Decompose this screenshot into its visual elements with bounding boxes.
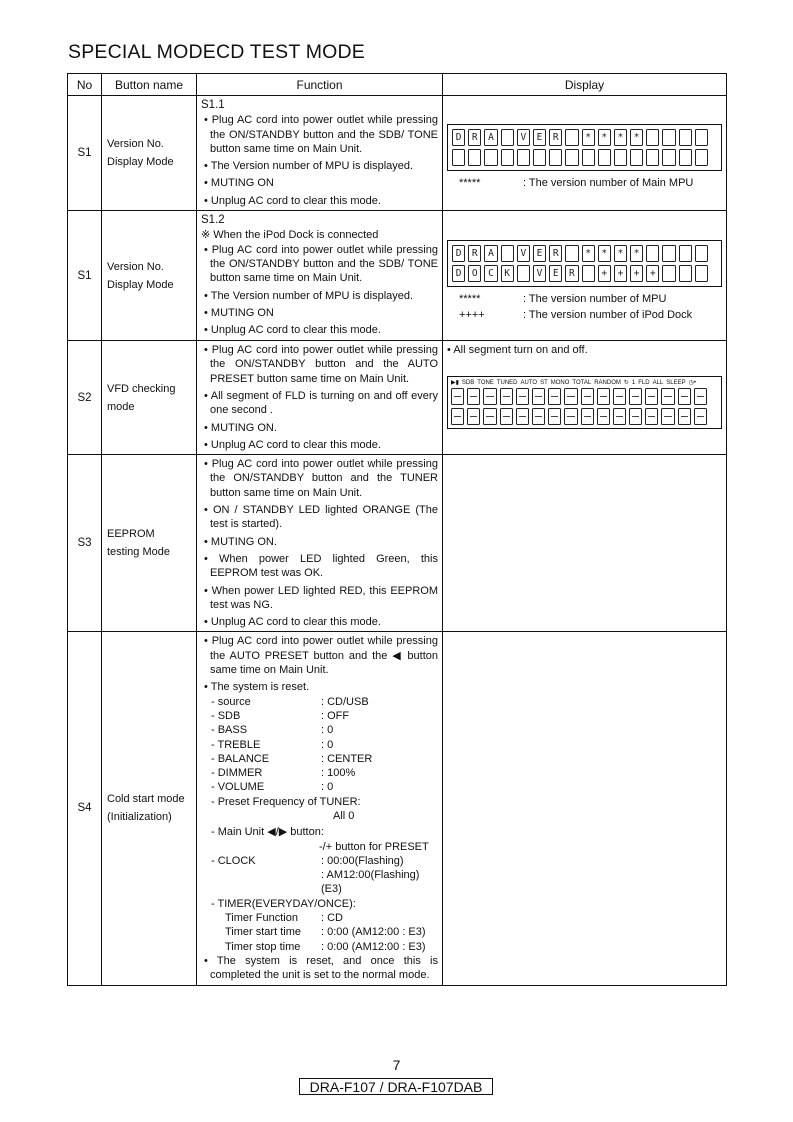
- setting-row: - TREBLE : 0: [211, 738, 334, 751]
- page-title: SPECIAL MODECD TEST MODE: [68, 41, 365, 63]
- button-name-line: Display Mode: [107, 278, 174, 291]
- clock-icon: ◷•: [688, 380, 696, 387]
- button-name-line: EEPROM: [107, 528, 155, 541]
- button-name: [102, 455, 197, 632]
- table-row: [68, 211, 727, 341]
- list-item: • Unplug AC cord to clear this mode.: [204, 616, 381, 629]
- vfd-char-cell: *: [614, 129, 627, 146]
- list-item: • Plug AC cord into power outlet while pressing the ON/STANDBY button and the SDB/ TONE button same time on Main Unit.: [204, 114, 438, 155]
- vfd-char-cell: [679, 265, 692, 282]
- button-name: [102, 96, 197, 211]
- legend: ***** : The version number of MPU: [459, 293, 667, 306]
- vfd-char-cell: [695, 245, 708, 262]
- vfd-char-cell: R: [549, 245, 562, 262]
- row-no: S1: [68, 211, 102, 341]
- model-label: DRA-F107 / DRA-F107DAB: [299, 1078, 493, 1095]
- vfd-char-cell: [501, 245, 514, 262]
- vfd-char-cell: [483, 408, 496, 425]
- vfd-char-cell: [679, 149, 692, 166]
- table-header: [68, 74, 727, 96]
- vfd-char-cell: [614, 149, 627, 166]
- vfd-char-cell: [484, 149, 497, 166]
- setting-row: - VOLUME : 0: [211, 781, 334, 794]
- vfd-char-cell: [662, 245, 675, 262]
- vfd-char-cell: [613, 388, 626, 405]
- vfd-char-cell: [500, 388, 513, 405]
- vfd-char-cell: *: [614, 245, 627, 262]
- vfd-char-cell: [661, 388, 674, 405]
- list-item: • Unplug AC cord to clear this mode.: [204, 194, 381, 207]
- header-function: Function: [197, 74, 443, 96]
- preset-value: All 0: [333, 809, 355, 822]
- display-cell: [443, 96, 727, 211]
- timer-label: - TIMER(EVERYDAY/ONCE):: [211, 897, 356, 910]
- list-item: • MUTING ON: [204, 306, 274, 319]
- legend: ***** : The version number of Main MPU: [459, 177, 694, 189]
- clock-value-e3: : AM12:00(Flashing)(E3): [321, 869, 420, 896]
- vfd-char-cell: [565, 149, 578, 166]
- vfd-display: [447, 240, 722, 287]
- vfd-char-cell: [467, 408, 480, 425]
- vfd-char-cell: O: [468, 265, 481, 282]
- segment-label: TOTAL: [572, 379, 592, 386]
- vfd-char-cell: [564, 408, 577, 425]
- vfd-char-cell: [630, 149, 643, 166]
- segment-label: FLD: [638, 379, 650, 386]
- vfd-char-cell: [581, 388, 594, 405]
- list-item: • Plug AC cord into power outlet while pressing the ON/STANDBY button and the TUNER button same time on Main Unit.: [204, 458, 438, 499]
- vfd-char-cell: *: [630, 129, 643, 146]
- button-name-line: Cold start mode: [107, 793, 185, 806]
- list-item: • ON / STANDBY LED lighted ORANGE (The test is started).: [204, 504, 438, 531]
- setting-row: - BALANCE : CENTER: [211, 752, 373, 765]
- vfd-char-cell: V: [517, 245, 530, 262]
- segment-label: MONO: [550, 379, 570, 386]
- display-cell: [443, 455, 727, 632]
- function-cell: [197, 341, 443, 455]
- list-item: • The system is reset.: [204, 681, 310, 694]
- segment-label: 1: [631, 379, 636, 386]
- play-pause-icon: ▶▮: [451, 380, 459, 387]
- button-name: [102, 632, 197, 985]
- timer-row: Timer stop time : 0:00 (AM12:00 : E3): [225, 940, 426, 953]
- vfd-char-cell: +: [614, 265, 627, 282]
- setting-row: - BASS : 0: [211, 724, 334, 737]
- vfd-char-cell: [613, 408, 626, 425]
- vfd-char-cell: D: [452, 245, 465, 262]
- list-item: • MUTING ON.: [204, 421, 277, 434]
- setting-row: - source : CD/USB: [211, 695, 369, 708]
- row-no: S4: [68, 632, 102, 985]
- row-no: S1: [68, 96, 102, 211]
- vfd-char-cell: [679, 129, 692, 146]
- button-name-line: Display Mode: [107, 156, 174, 169]
- row-no: S3: [68, 455, 102, 632]
- vfd-char-cell: *: [582, 129, 595, 146]
- vfd-char-cell: [678, 388, 691, 405]
- vfd-char-cell: [533, 149, 546, 166]
- button-name: [102, 211, 197, 341]
- vfd-char-cell: [597, 408, 610, 425]
- vfd-char-cell: +: [646, 265, 659, 282]
- table-row: [68, 632, 727, 985]
- vfd-char-cell: E: [533, 129, 546, 146]
- vfd-char-cell: [500, 408, 513, 425]
- vfd-char-cell: R: [565, 265, 578, 282]
- vfd-char-cell: V: [533, 265, 546, 282]
- vfd-char-cell: [501, 149, 514, 166]
- vfd-char-cell: [695, 265, 708, 282]
- list-item: • Unplug AC cord to clear this mode.: [204, 324, 381, 337]
- vfd-char-cell: R: [549, 129, 562, 146]
- sub-heading: S1.2: [201, 214, 225, 227]
- vfd-char-cell: [483, 388, 496, 405]
- list-item: • Plug AC cord into power outlet while pressing the AUTO PRESET button and the ◀ button same time on Main Unit.: [204, 635, 438, 677]
- segment-label: AUTO: [520, 379, 538, 386]
- vfd-char-cell: D: [452, 265, 465, 282]
- header-button: Button name: [102, 74, 197, 96]
- vfd-char-cell: R: [468, 129, 481, 146]
- vfd-char-cell: [662, 149, 675, 166]
- display-cell: [443, 341, 727, 455]
- vfd-char-cell: [694, 388, 707, 405]
- vfd-char-cell: [662, 129, 675, 146]
- vfd-char-cell: [661, 408, 674, 425]
- vfd-char-cell: [565, 245, 578, 262]
- segment-labels: [451, 379, 718, 386]
- list-item: • Plug AC cord into power outlet while pressing the ON/STANDBY button and the AUTO PRESET button same time on Main Unit.: [204, 344, 438, 385]
- segment-label: TONE: [477, 379, 494, 386]
- legend: ++++ : The version number of iPod Dock: [459, 309, 693, 322]
- test-mode-table: [67, 73, 727, 986]
- sub-heading: S1.1: [201, 99, 225, 111]
- vfd-char-cell: [694, 408, 707, 425]
- vfd-char-cell: E: [533, 245, 546, 262]
- preset-label: - Preset Frequency of TUNER:: [211, 795, 361, 808]
- vfd-char-cell: [629, 408, 642, 425]
- vfd-char-cell: V: [517, 129, 530, 146]
- table-row: [68, 341, 727, 455]
- vfd-char-cell: [452, 149, 465, 166]
- vfd-char-cell: [549, 149, 562, 166]
- function-cell: [197, 211, 443, 341]
- vfd-char-cell: A: [484, 245, 497, 262]
- button-name-line: Version No.: [107, 260, 164, 273]
- clock-setting: - CLOCK : 00:00(Flashing): [211, 854, 404, 867]
- vfd-char-cell: *: [598, 129, 611, 146]
- segment-label: ST: [540, 379, 548, 386]
- vfd-char-cell: [695, 149, 708, 166]
- vfd-char-cell: [629, 388, 642, 405]
- function-cell: [197, 96, 443, 211]
- vfd-char-cell: [516, 408, 529, 425]
- vfd-char-cell: [467, 388, 480, 405]
- list-item: • When power LED lighted RED, this EEPROM test was NG.: [204, 584, 438, 611]
- vfd-char-cell: [581, 408, 594, 425]
- vfd-all-segments: [447, 376, 722, 429]
- setting-row: - DIMMER : 100%: [211, 767, 356, 780]
- vfd-char-cell: [582, 265, 595, 282]
- setting-row: - SDB : OFF: [211, 709, 350, 722]
- list-item: • MUTING ON: [204, 177, 274, 190]
- vfd-char-cell: [564, 388, 577, 405]
- list-item: • All segment of FLD is turning on and off every one second .: [204, 389, 438, 417]
- timer-settings: [201, 911, 438, 954]
- vfd-char-cell: A: [484, 129, 497, 146]
- table-row: [68, 455, 727, 632]
- vfd-char-cell: *: [598, 245, 611, 262]
- vfd-char-cell: [695, 129, 708, 146]
- vfd-char-cell: [598, 149, 611, 166]
- vfd-char-cell: [679, 245, 692, 262]
- vfd-char-cell: [646, 149, 659, 166]
- vfd-char-cell: [645, 388, 658, 405]
- button-name: [102, 341, 197, 455]
- segment-label: TUNED: [496, 379, 518, 386]
- vfd-char-cell: [582, 149, 595, 166]
- vfd-char-cell: [548, 408, 561, 425]
- segment-label: SDB: [461, 379, 475, 386]
- vfd-char-cell: [451, 408, 464, 425]
- vfd-display: [447, 124, 722, 171]
- vfd-char-cell: [565, 129, 578, 146]
- mainunit-label: - Main Unit ◀/▶ button:: [211, 826, 324, 839]
- reset-settings: [201, 695, 438, 795]
- list-item: • The Version number of MPU is displayed.: [204, 160, 414, 173]
- button-name-line: testing Mode: [107, 546, 170, 559]
- vfd-char-cell: [501, 129, 514, 146]
- timer-row: Timer start time : 0:00 (AM12:00 : E3): [225, 926, 426, 939]
- list-item: • Unplug AC cord to clear this mode.: [204, 438, 381, 451]
- vfd-char-cell: [597, 388, 610, 405]
- vfd-char-cell: D: [452, 129, 465, 146]
- list-item: • The system is reset, and once this is completed the unit is set to the normal mode.: [204, 954, 438, 982]
- vfd-char-cell: R: [468, 245, 481, 262]
- vfd-char-cell: *: [582, 245, 595, 262]
- timer-row: Timer Function : CD: [225, 912, 343, 925]
- vfd-char-cell: C: [484, 265, 497, 282]
- button-name-line: mode: [107, 400, 135, 413]
- vfd-char-cell: [645, 408, 658, 425]
- vfd-char-cell: +: [630, 265, 643, 282]
- list-item: • The Version number of MPU is displayed.: [204, 289, 414, 302]
- function-cell: [197, 632, 443, 985]
- list-item: • MUTING ON.: [204, 535, 277, 548]
- mainunit-value: -/+ button for PRESET: [319, 840, 429, 853]
- page-number: 7: [392, 1057, 401, 1073]
- vfd-char-cell: [532, 388, 545, 405]
- vfd-char-cell: +: [598, 265, 611, 282]
- display-cell: [443, 211, 727, 341]
- vfd-char-cell: [451, 388, 464, 405]
- table-row: [68, 96, 727, 211]
- display-note: • All segment turn on and off.: [447, 344, 588, 357]
- header-display: Display: [443, 74, 727, 96]
- segment-label: RANDOM: [594, 379, 621, 386]
- repeat-icon: ↻: [623, 380, 629, 387]
- vfd-char-cell: [517, 149, 530, 166]
- vfd-char-cell: [646, 129, 659, 146]
- vfd-char-cell: E: [549, 265, 562, 282]
- vfd-char-cell: [646, 245, 659, 262]
- segment-label: SLEEP: [666, 379, 686, 386]
- button-name-line: Version No.: [107, 138, 164, 151]
- list-item: • When power LED lighted Green, this EEPROM test was OK.: [204, 552, 438, 580]
- vfd-char-cell: [517, 265, 530, 282]
- display-cell: [443, 632, 727, 985]
- segment-label: ALL: [652, 379, 664, 386]
- vfd-char-cell: *: [630, 245, 643, 262]
- button-name-line: VFD checking: [107, 382, 176, 395]
- note: ※ When the iPod Dock is connected: [201, 229, 379, 242]
- vfd-char-cell: K: [501, 265, 514, 282]
- function-cell: [197, 455, 443, 632]
- header-no: No: [68, 74, 102, 96]
- vfd-char-cell: [662, 265, 675, 282]
- button-name-line: (Initialization): [107, 811, 172, 824]
- vfd-char-cell: [678, 408, 691, 425]
- vfd-char-cell: [516, 388, 529, 405]
- vfd-char-cell: [468, 149, 481, 166]
- list-item: • Plug AC cord into power outlet while pressing the ON/STANDBY button and the SDB/ TONE button same time on Main Unit.: [204, 243, 438, 285]
- vfd-char-cell: [532, 408, 545, 425]
- row-no: S2: [68, 341, 102, 455]
- vfd-char-cell: [548, 388, 561, 405]
